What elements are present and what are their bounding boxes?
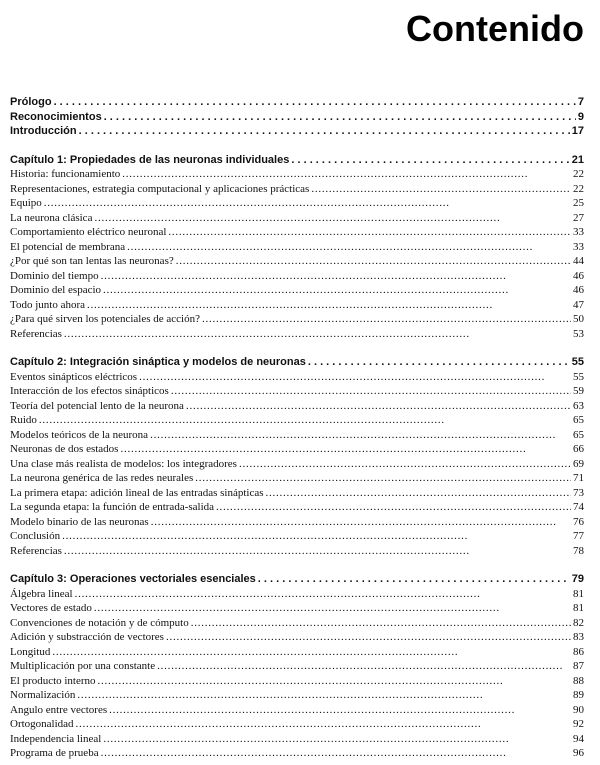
toc-entry-title: Una clase más realista de modelos: los integradores [10, 457, 237, 470]
toc-entry-title: Neuronas de dos estados [10, 443, 119, 455]
toc-entry-title: Convenciones de notación y de cómputo [10, 616, 189, 629]
toc-entry-title: Dominio del tiempo [10, 269, 99, 282]
toc-entry [10, 732, 584, 747]
toc-entry-page: 65 [573, 428, 584, 441]
toc-entry-title: Referencias [10, 544, 62, 557]
dot-leader [94, 601, 571, 616]
toc-entry [10, 746, 584, 761]
dot-leader [266, 486, 572, 501]
toc-entry-page: 77 [573, 530, 584, 542]
toc-entry-title: Programa de prueba [10, 747, 99, 759]
toc-entry-title: Modelo binario de las neuronas [10, 515, 149, 528]
toc-entry-title: La neurona genérica de las redes neurales [10, 472, 194, 484]
toc-entry-title: El potencial de membrana [10, 240, 126, 253]
toc-entry-title: El producto interno [10, 674, 96, 687]
dot-leader [103, 732, 571, 747]
table-of-contents [10, 95, 584, 761]
dot-leader [191, 616, 571, 631]
dot-leader [122, 167, 571, 182]
toc-entry-title: ¿Para qué sirven los potenciales de acción? [10, 313, 200, 325]
dot-leader [64, 544, 571, 559]
toc-entry-page: 86 [573, 645, 584, 658]
chapter-title: Capítulo 2: Integración sináptica y modelos de neuronas [10, 356, 306, 368]
toc-entry-page: 89 [573, 689, 584, 701]
toc-entry-title: ¿Por qué son tan lentas las neuronas? [10, 255, 174, 267]
toc-entry-title: Equipo [10, 197, 42, 209]
dot-leader [308, 355, 570, 370]
toc-entry [10, 515, 584, 530]
toc-entry-title: Representaciones, estrategia computacional y aplicaciones prácticas [10, 182, 310, 195]
toc-entry-page: 63 [573, 399, 584, 412]
toc-item-page: 17 [571, 125, 584, 137]
dot-leader [87, 298, 571, 313]
toc-entry-page: 46 [573, 269, 584, 282]
dot-leader [98, 674, 571, 689]
dot-leader [216, 500, 571, 515]
toc-entry-page: 22 [573, 182, 584, 195]
toc-entry-page: 55 [573, 370, 584, 383]
toc-entry-page: 33 [573, 226, 584, 238]
toc-entry [10, 717, 584, 732]
toc-entry [10, 399, 584, 414]
toc-entry-page: 82 [573, 616, 584, 629]
toc-entry-title: Independencia lineal [10, 732, 102, 745]
toc-entry-page: 50 [573, 313, 584, 325]
toc-entry [10, 529, 584, 544]
chapter-heading [10, 153, 584, 168]
toc-entry-page: 59 [573, 385, 584, 397]
toc-entry [10, 703, 584, 718]
chapter-title: Capítulo 3: Operaciones vectoriales esenciales [10, 573, 256, 585]
chapter-page: 21 [571, 153, 584, 166]
chapter-page: 55 [571, 356, 584, 368]
toc-entry [10, 486, 584, 501]
toc-entry [10, 167, 584, 182]
toc-entry-page: 92 [573, 718, 584, 730]
dot-leader [101, 746, 571, 761]
dot-leader [239, 457, 571, 472]
chapter-page: 79 [571, 573, 584, 585]
toc-entry [10, 471, 584, 486]
chapter-title: Capítulo 1: Propiedades de las neuronas individuales [10, 153, 290, 166]
toc-entry [10, 645, 584, 660]
dot-leader [109, 703, 571, 718]
toc-item-page: 7 [577, 96, 584, 108]
dot-leader [176, 254, 571, 269]
toc-entry [10, 413, 584, 428]
toc-entry-page: 66 [573, 443, 584, 455]
toc-entry-title: Multiplicación por una constante [10, 660, 156, 672]
toc-entry-title: Ortogonalidad [10, 718, 74, 730]
toc-entry-title: Todo junto ahora [10, 298, 85, 311]
toc-entry-title: Eventos sinápticos eléctricos [10, 370, 138, 383]
dot-leader [75, 587, 571, 602]
section-gap [10, 558, 584, 572]
toc-entry-title: Conclusión [10, 530, 61, 542]
dot-leader [104, 110, 576, 125]
dot-leader [44, 196, 571, 211]
toc-entry-page: 46 [573, 284, 584, 296]
dot-leader [195, 471, 571, 486]
toc-entry [10, 544, 584, 559]
toc-entry-title: Comportamiento eléctrico neuronal [10, 226, 167, 238]
toc-entry [10, 601, 584, 616]
toc-front-item [10, 95, 584, 110]
toc-entry [10, 616, 584, 631]
toc-entry-page: 96 [573, 747, 584, 759]
toc-entry-page: 27 [573, 211, 584, 224]
dot-leader [127, 240, 571, 255]
dot-leader [79, 124, 570, 139]
toc-entry-page: 94 [573, 732, 584, 745]
page-title: Contenido [406, 8, 584, 49]
toc-entry [10, 587, 584, 602]
toc-entry [10, 225, 584, 240]
dot-leader [39, 413, 571, 428]
toc-entry-page: 44 [573, 255, 584, 267]
toc-entry [10, 312, 584, 327]
toc-entry [10, 283, 584, 298]
toc-entry [10, 428, 584, 443]
toc-front-item [10, 110, 584, 125]
toc-entry-title: Ruido [10, 414, 37, 426]
toc-entry-title: Longitud [10, 645, 51, 658]
toc-entry-page: 81 [573, 602, 584, 614]
toc-entry [10, 254, 584, 269]
toc-entry [10, 457, 584, 472]
toc-entry-page: 65 [573, 414, 584, 426]
dot-leader [94, 211, 571, 226]
toc-entry-title: La segunda etapa: la función de entrada-salida [10, 501, 215, 513]
toc-entry [10, 298, 584, 313]
toc-entry-page: 73 [573, 486, 584, 499]
toc-entry-title: Álgebra lineal [10, 587, 73, 600]
toc-entry [10, 442, 584, 457]
dot-leader [291, 153, 569, 168]
toc-entry-title: Referencias [10, 327, 62, 340]
toc-entry [10, 688, 584, 703]
toc-entry [10, 384, 584, 399]
toc-entry [10, 269, 584, 284]
dot-leader [54, 95, 576, 110]
dot-leader [157, 659, 571, 674]
toc-entry [10, 240, 584, 255]
dot-leader [103, 283, 571, 298]
toc-entry-page: 88 [573, 674, 584, 687]
dot-leader [202, 312, 571, 327]
toc-entry-title: Normalización [10, 689, 76, 701]
dot-leader [52, 645, 571, 660]
toc-entry-page: 74 [573, 501, 584, 513]
toc-item-title: Introducción [10, 125, 77, 137]
toc-entry-page: 78 [573, 544, 584, 557]
dot-leader [120, 442, 571, 457]
toc-entry [10, 659, 584, 674]
toc-entry [10, 182, 584, 197]
toc-entry [10, 674, 584, 689]
toc-entry-title: La primera etapa: adición lineal de las entradas sinápticas [10, 486, 264, 499]
dot-leader [311, 182, 571, 197]
toc-item-page: 9 [577, 110, 584, 123]
toc-entry-title: La neurona clásica [10, 211, 93, 224]
section-gap [10, 341, 584, 355]
toc-front-item [10, 124, 584, 139]
chapter-heading [10, 572, 584, 587]
dot-leader [64, 327, 571, 342]
dot-leader [186, 399, 571, 414]
dot-leader [62, 529, 571, 544]
toc-entry-page: 25 [573, 197, 584, 209]
dot-leader [171, 384, 571, 399]
dot-leader [150, 428, 571, 443]
toc-entry-page: 71 [573, 472, 584, 484]
toc-entry-title: Vectores de estado [10, 602, 92, 614]
toc-entry-title: Interacción de los efectos sinápticos [10, 385, 169, 397]
toc-item-title: Reconocimientos [10, 110, 102, 123]
toc-entry-page: 83 [573, 631, 584, 643]
section-gap [10, 139, 584, 153]
dot-leader [258, 572, 570, 587]
toc-entry [10, 500, 584, 515]
toc-entry-title: Teoría del potencial lento de la neurona [10, 399, 184, 412]
toc-entry-page: 81 [573, 587, 584, 600]
toc-entry [10, 196, 584, 211]
toc-entry [10, 211, 584, 226]
toc-entry-page: 76 [573, 515, 584, 528]
toc-entry-page: 33 [573, 240, 584, 253]
toc-entry-title: Adición y substracción de vectores [10, 631, 164, 643]
dot-leader [168, 225, 571, 240]
toc-entry-page: 87 [573, 660, 584, 672]
dot-leader [101, 269, 571, 284]
dot-leader [76, 717, 571, 732]
toc-entry [10, 370, 584, 385]
toc-entry [10, 327, 584, 342]
toc-entry-page: 69 [573, 457, 584, 470]
toc-entry [10, 630, 584, 645]
toc-entry-page: 53 [573, 327, 584, 340]
dot-leader [166, 630, 571, 645]
toc-entry-page: 47 [573, 298, 584, 311]
dot-leader [77, 688, 571, 703]
toc-item-title: Prólogo [10, 96, 52, 108]
toc-entry-title: Modelos teóricos de la neurona [10, 428, 149, 441]
toc-entry-page: 90 [573, 703, 584, 716]
dot-leader [151, 515, 571, 530]
toc-entry-page: 22 [573, 168, 584, 180]
toc-entry-title: Angulo entre vectores [10, 703, 108, 716]
dot-leader [139, 370, 571, 385]
toc-entry-title: Historia: funcionamiento [10, 168, 121, 180]
chapter-heading [10, 355, 584, 370]
toc-entry-title: Dominio del espacio [10, 284, 102, 296]
